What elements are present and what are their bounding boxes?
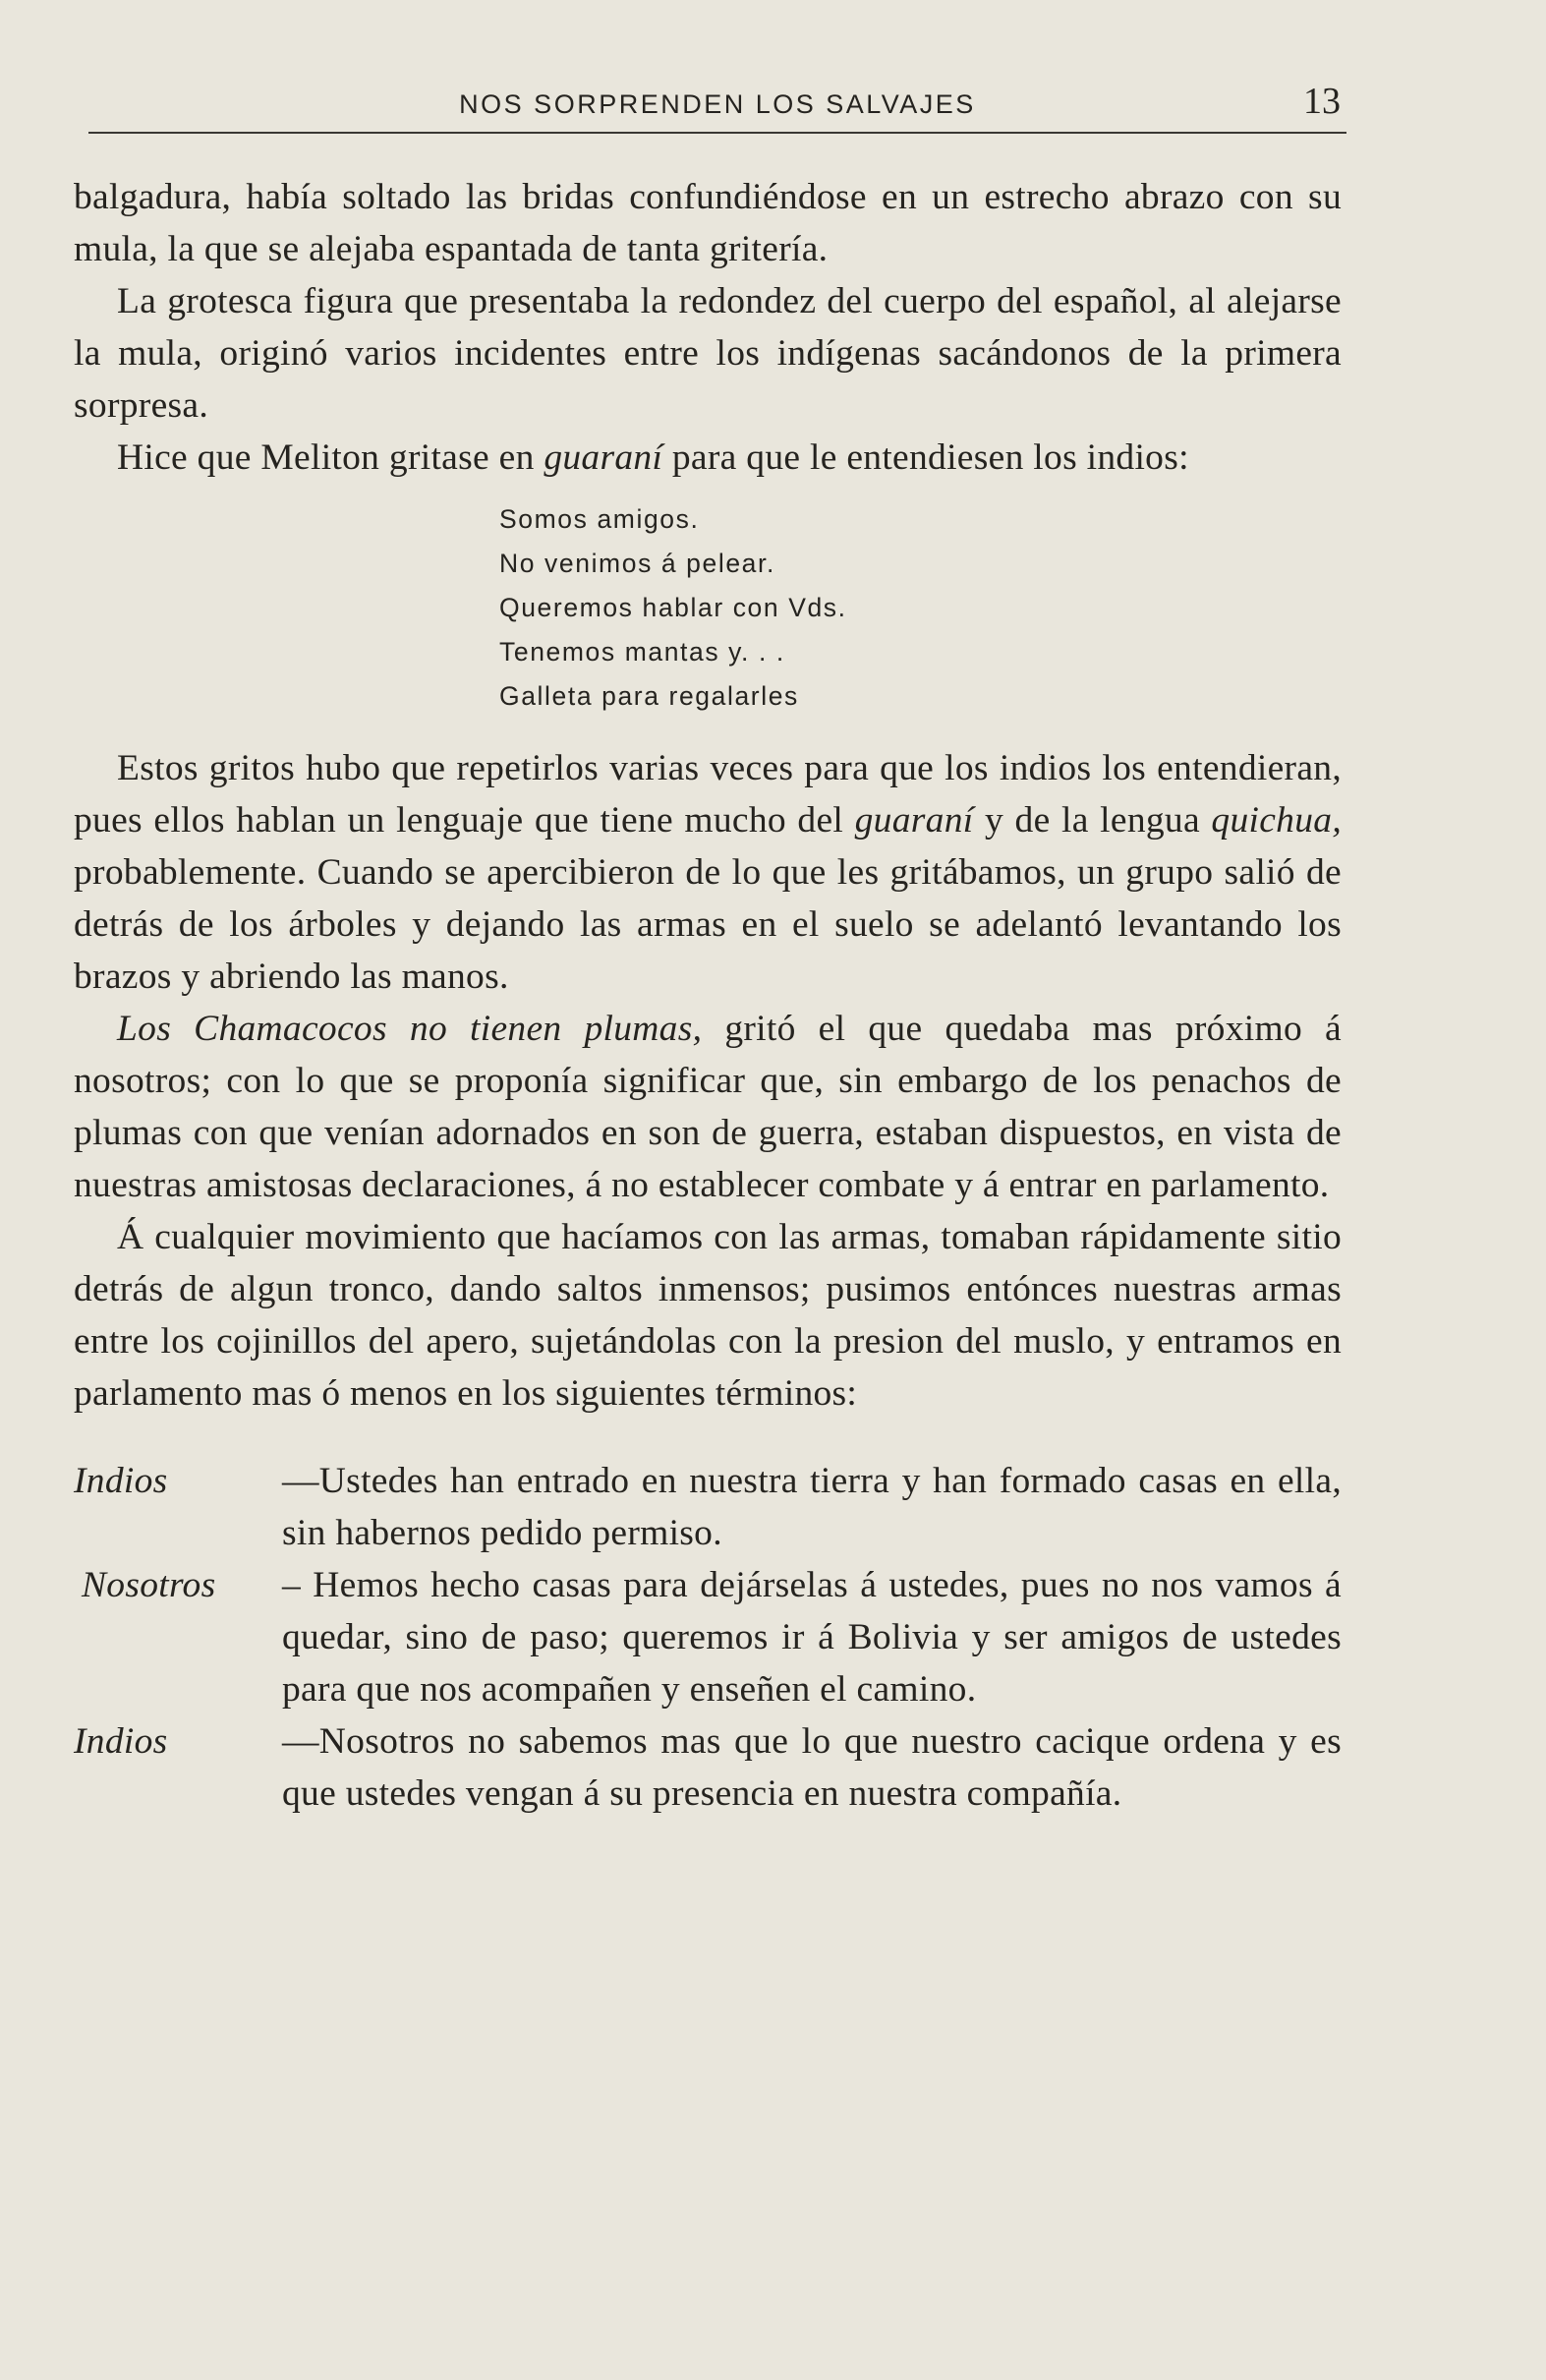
dialogue-speaker: Nosotros [82,1565,216,1605]
verse-line: Somos amigos. [499,504,700,534]
paragraph-4-text-b: y de la lengua [973,800,1212,841]
running-header [88,81,1346,134]
dialogue-entry [74,1715,1342,1820]
dialogue-speaker: Indios [74,1461,168,1501]
page-number: 13 [1303,81,1341,122]
paragraph-1: balgadura, había soltado las bridas confundiéndose en un estrecho abrazo con su mula, la que se alejaba espantada de tanta gritería. [74,177,1342,269]
dialogue-entry [74,1455,1342,1559]
guarani-term: guaraní [544,437,663,478]
paragraph-3-text-a: Hice que Meliton gritase en [117,437,544,478]
section-gap [74,1420,1342,1455]
paragraph-4 [74,742,1342,1003]
body-text [74,171,1342,1820]
word-space [387,1009,410,1049]
quichua-term: quichua, [1211,800,1342,841]
paragraph-5-text: gritó el que quedaba mas próximo á nosotros; con lo que se proponía significar que, sin embargo de los penachos de plumas con que venían adornados en son de guerra, estaban dispuestos, en vista de nuestras amistosas declaraciones, á no establecer combate y á entrar en parlamento. [74,1009,1342,1205]
verse-line: Queremos hablar con Vds. [499,593,847,622]
dialogue-speaker: Indios [74,1721,168,1762]
dialogue-line: —Ustedes han entrado en nuestra tierra y han formado casas en ella, sin habernos pedido permiso. [282,1461,1342,1553]
paragraph-3 [74,432,1342,484]
dialogue-line: – Hemos hecho casas para dejárselas á ustedes, pues no nos vamos á quedar, sino de paso; queremos ir á Bolivia y ser amigos de ustedes para que nos acompañen y enseñen el camino. [282,1565,1342,1710]
quoted-shouts [499,497,1342,719]
paragraph-2: La grotesca figura que presentaba la redondez del cuerpo del español, al alejarse la mula, originó varios incidentes entre los indígenas sacándonos de la primera sorpresa. [74,281,1342,426]
dialogue-entry [74,1559,1342,1715]
paragraph-5 [74,1003,1342,1211]
guarani-term: guaraní [854,800,974,841]
running-title: NOS SORPRENDEN LOS SALVAJES [459,89,976,119]
paragraph-3-text-b: para que le entendiesen los indios: [662,437,1189,478]
dialogue-line: —Nosotros no sabemos mas que lo que nuestro cacique ordena y es que ustedes vengan á su presencia en nuestra compañía. [282,1721,1342,1814]
verse-line: No venimos á pelear. [499,549,775,578]
paragraph-6: Á cualquier movimiento que hacíamos con las armas, tomaban rápidamente sitio detrás de algun tronco, dando saltos inmensos; pusimos entónces nuestras armas entre los cojinillos del apero, sujetándolas con la presion del muslo, y entramos en parlamento mas ó menos en los siguientes términos: [74,1217,1342,1414]
verse-line: Tenemos mantas y. . . [499,637,785,667]
verse-line: Galleta para regalarles [499,681,799,711]
quoted-phrase-b: no tienen plumas, [409,1009,703,1049]
paragraph-4-text-c: probablemente. Cuando se apercibieron de lo que les gritábamos, un grupo salió de detrás de los árboles y dejando las armas en el suelo se adelantó levantando los brazos y abriendo las manos. [74,852,1342,997]
paragraph-4-text-a: Estos gritos hubo que repetirlos varias veces para que los indios los entendieran, pues ellos hablan un lenguaje que tiene mucho del [74,748,1342,841]
quoted-phrase-a: Los Chamacocos [117,1009,387,1049]
